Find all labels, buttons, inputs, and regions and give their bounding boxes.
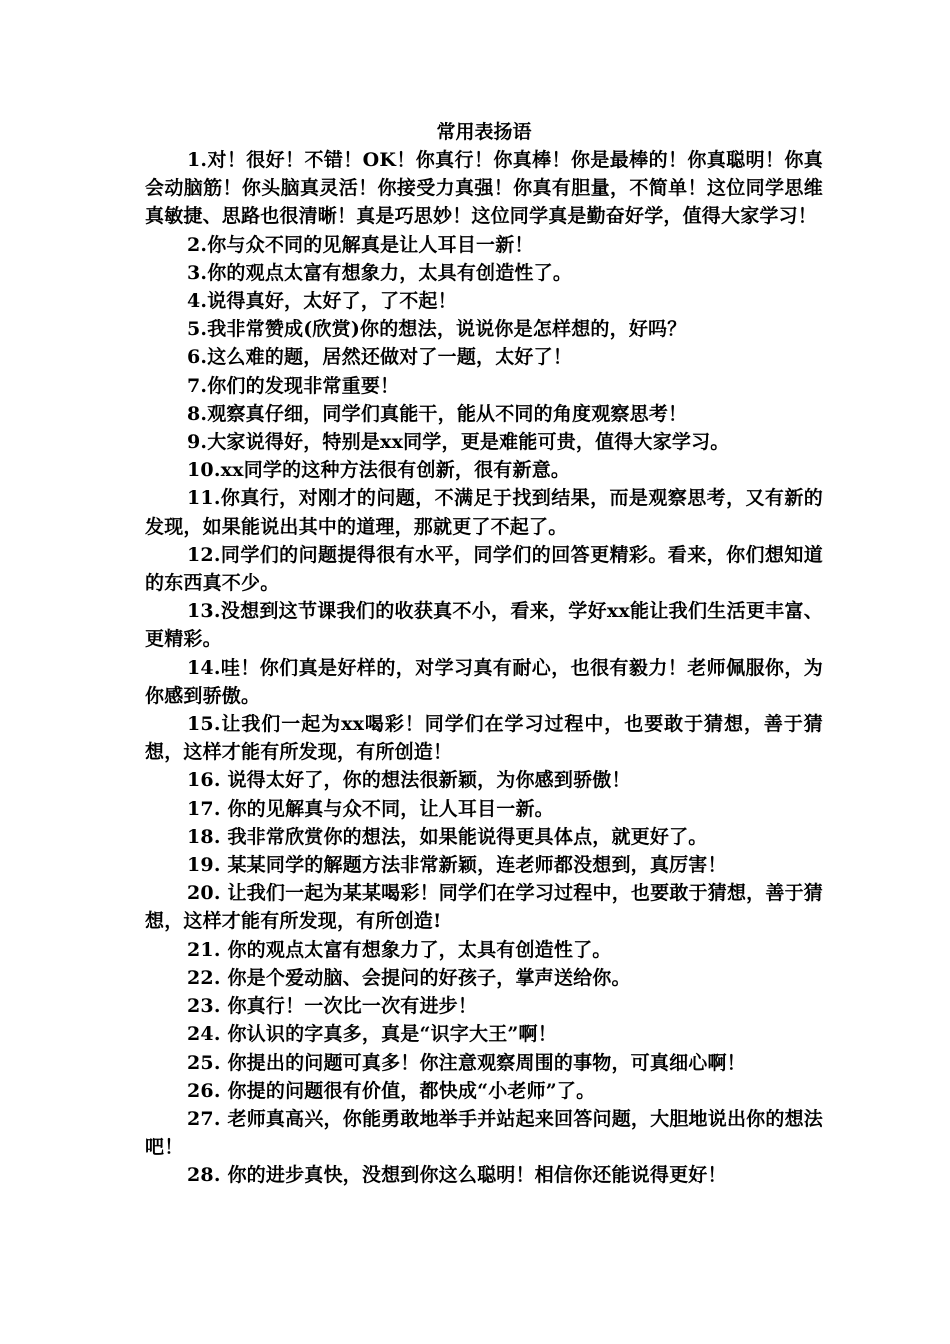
document-title: 常用表扬语 bbox=[436, 121, 532, 143]
list-item: 7.你们的发现非常重要！ bbox=[187, 374, 400, 397]
list-item: 19. 某某同学的解题方法非常新颖，连老师都没想到，真厉害！ bbox=[187, 854, 727, 877]
list-item: 18. 我非常欣赏你的想法，如果能说得更具体点，就更好了。 bbox=[187, 825, 708, 848]
list-item: 23. 你真行！一次比一次有进步！ bbox=[187, 995, 478, 1018]
list-item: 27. 老师真高兴，你能勇敢地举手并站起来回答问题，大胆地说出你的想法吧！ bbox=[145, 1107, 823, 1159]
list-item: 15.让我们一起为xx喝彩！同学们在学习过程中，也要敢于猜想，善于猜想，这样才能有所发现，有所创造！ bbox=[145, 713, 823, 764]
list-item: 2.你与众不同的见解真是让人耳目一新！ bbox=[187, 233, 534, 256]
list-item: 13.没想到这节课我们的收获真不小，看来，学好xx能让我们生活更丰富、更精彩。 bbox=[145, 600, 823, 651]
list-item: 12.同学们的问题提得很有水平，同学们的回答更精彩。看来，你们想知道的东西真不少。 bbox=[145, 543, 823, 595]
list-item: 1.对！很好！不错！OK！你真行！你真棒！你是最棒的！你真聪明！你真会动脑筋！你头脑真灵活！你接受力真强！你真有胆量，不简单！这位同学思维真敏捷、思路也很清晰！真是巧思妙！这位同学真是勤奋好学，值得大家学习！ bbox=[145, 149, 823, 228]
list-item: 24. 你认识的字真多，真是“识字大王”啊！ bbox=[187, 1023, 557, 1046]
list-item: 10.xx同学的这种方法很有创新，很有新意。 bbox=[187, 459, 571, 482]
document-page bbox=[145, 118, 823, 1190]
list-item: 9.大家说得好，特别是xx同学，更是难能可贵，值得大家学习。 bbox=[187, 431, 730, 454]
list-item: 28. 你的进步真快，没想到你这么聪明！相信你还能说得更好！ bbox=[187, 1164, 727, 1187]
list-item: 16. 说得太好了，你的想法很新颖，为你感到骄傲！ bbox=[187, 769, 631, 792]
praise-list bbox=[145, 146, 823, 1190]
list-item: 4.说得真好，太好了，了不起！ bbox=[187, 290, 457, 313]
list-item: 5.我非常赞成(欣赏)你的想法，说说你是怎样想的，好吗？ bbox=[187, 318, 687, 341]
list-item: 25. 你提出的问题可真多！你注意观察周围的事物，可真细心啊！ bbox=[187, 1051, 746, 1074]
list-item: 14.哇！你们真是好样的，对学习真有耐心，也很有毅力！老师佩服你，为你感到骄傲。 bbox=[145, 656, 823, 707]
list-item: 3.你的观点太富有想象力，太具有创造性了。 bbox=[187, 261, 573, 284]
list-item: 26. 你提的问题很有价值，都快成“小老师”了。 bbox=[187, 1079, 596, 1102]
list-item: 22. 你是个爱动脑、会提问的好孩子，掌声送给你。 bbox=[187, 966, 631, 989]
list-item: 6.这么难的题，居然还做对了一题，太好了！ bbox=[187, 346, 573, 369]
list-item: 20. 让我们一起为某某喝彩！同学们在学习过程中，也要敢于猜想，善于猜想，这样才能有所发现，有所创造! bbox=[145, 882, 823, 933]
list-item: 11.你真行，对刚才的问题，不满足于找到结果，而是观察思考，又有新的发现，如果能说出其中的道理，那就更了不起了。 bbox=[145, 487, 823, 538]
list-item: 8.观察真仔细，同学们真能干，能从不同的角度观察思考！ bbox=[187, 402, 688, 425]
list-item: 21. 你的观点太富有想象力了，太具有创造性了。 bbox=[187, 938, 612, 961]
list-item: 17. 你的见解真与众不同，让人耳目一新。 bbox=[187, 797, 554, 820]
